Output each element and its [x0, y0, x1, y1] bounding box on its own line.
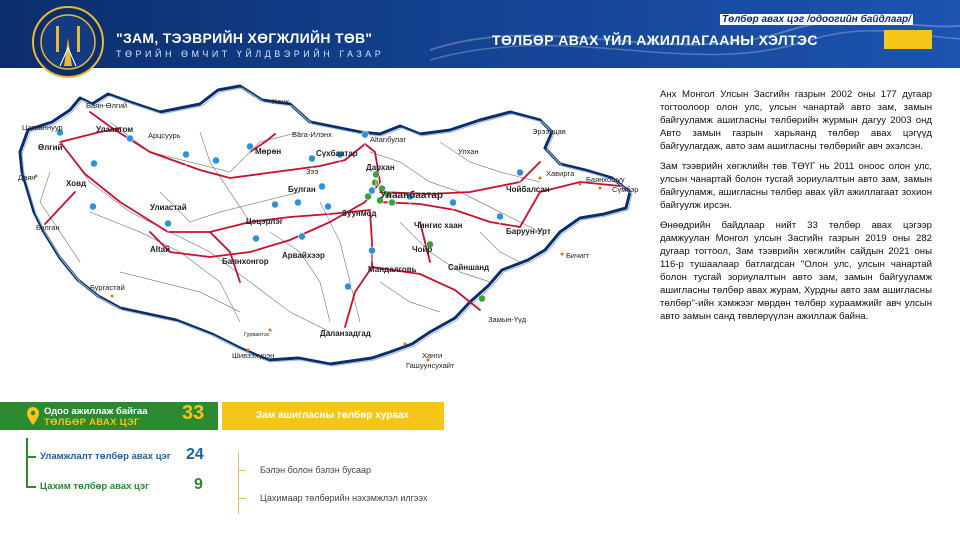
label-shiveekhuren: Шивээхүрэн [232, 351, 275, 360]
active-toll-points-count: 33 [182, 402, 205, 424]
description-paragraph-3: Өнөөдрийн байдлаар нийт 33 төлбөр авах цэгээр дамжуулан Монгол улсын Засгийн газрын 2019 оны 282 дугаар тогтоол, Зам тээврийн хөгжлийн сайдын 2021 оны 116-р тушаалаар батлагдсан "Олон улс, улсын чанартай болон тусгай зориулалтын авто зам, замын байгууламж ашигласны төлбөр авах журам, Хурдны авто зам ашигласны төлбөр"-ийн хэмжээг мөрдөн төлбөр хураамжийг авч улсын авто замын санд төвлөрүүлэн ажиллаж байна. [660, 220, 932, 322]
traditional-toll-label: Уламжлалт төлбөр авах цэг [40, 451, 171, 462]
label-darkhan: Дархан [366, 163, 395, 172]
fee-collection-bar [222, 402, 444, 430]
description-text [660, 88, 932, 330]
location-pin-icon [26, 406, 40, 426]
label-ulaanbaatar: Улаанбаатар [380, 190, 443, 201]
organization-name: "ЗАМ, ТЭЭВРИЙН ХӨГЖЛИЙН ТӨВ" [116, 30, 373, 46]
label-choir: Чойр [412, 245, 433, 254]
label-arts-suuri: Арцсуурь [148, 131, 181, 140]
label-bichigt: Бичигт [566, 251, 590, 260]
organization-logo [32, 6, 104, 78]
tree-connector [26, 438, 28, 488]
label-zamiin-uud: Замын-Үүд [488, 315, 527, 324]
label-khangi: Ханги [422, 351, 443, 360]
label-daan: Даян [18, 173, 36, 182]
legend-swatch [884, 30, 932, 49]
digital-toll-label: Цахим төлбөр авах цэг [40, 481, 150, 492]
description-paragraph-2: Зам тээврийн хөгжлийн төв ТӨҮГ нь 2011 оноос олон улс, улсын чанартай болон тусгай зориулалтын авто зам, замын байгууламж, ашигласны төлбөр авах үйл ажиллагаат зохион байгуулж ирсэн. [660, 161, 932, 211]
fee-tick [238, 470, 246, 471]
label-zuunmod: Зуунмод [342, 209, 377, 218]
label-baga-ilenkh: Бага-Илэнх [292, 130, 332, 139]
label-ulkhan: Улхан [458, 147, 479, 156]
fee-connector [238, 452, 239, 514]
label-bayankhoshuu: Баянхошуу [586, 175, 625, 184]
page-title: ТӨЛБӨР АВАХ ҮЙЛ АЖИЛЛАГААНЫ ХЭЛТЭС [492, 32, 818, 48]
description-paragraph-1: Анх Монгол Улсын Засгийн газрын 2002 оны 177 дугаар тогтоолоор олон улс, улсын чанартай авто зам, замын байгууламж ашигласны төлбөрийн журмын дагуу 2003 онд Авто замын газрын харьяанд төлбөр авах цэгүүд байгуулагдаж, авто зам ашигласны төлбөрийг авч эхэлсэн. [660, 89, 932, 152]
label-sainshand: Сайншанд [448, 263, 490, 272]
label-bulgan-west: Булган [36, 223, 60, 232]
legend-caption: Төлбөр авах цэг /одоогийн байдлаар/ [722, 14, 911, 25]
label-murun: Мөрөн [255, 147, 282, 156]
label-burgastai: Бургастай [90, 283, 125, 292]
active-label-line2: ТӨЛБӨР АВАХ ЦЭГ [44, 417, 140, 428]
fee-tick [238, 498, 246, 499]
label-altai: Altай [150, 245, 171, 254]
label-mandalgovi: Мандалговь [368, 265, 417, 274]
label-dalanzadgad: Даланзадгад [320, 329, 371, 338]
label-khovd: Ховд [66, 179, 87, 188]
label-sumber: Сүмбэр [612, 185, 639, 194]
label-khavirga: Хавирга [546, 169, 575, 178]
label-sukhbaatar: Сүхбаатар [316, 149, 358, 158]
label-tsetserleg: Цэцэрлэг [246, 217, 284, 226]
label-bayan-ulgii: Баян-Өлгий [86, 101, 128, 110]
fee-method-cash: Бэлэн болон бэлэн бусаар [260, 465, 372, 475]
digital-toll-count: 9 [194, 476, 203, 493]
label-tsagaannuur: Цагааннуур [22, 123, 63, 132]
fee-collection-title: Зам ашигласны төлбөр хураах [256, 410, 410, 421]
label-bulgan-central: Булган [288, 185, 316, 194]
tree-tick [26, 486, 36, 488]
label-bayankhongor: Баянхонгор [222, 257, 269, 266]
label-choibalsan: Чойбалсан [506, 185, 550, 194]
label-arvaikheer: Арвайхээр [282, 251, 325, 260]
label-altanbulag: Altanбулаг [370, 135, 407, 144]
label-ulaangom: Улаангом [96, 125, 134, 134]
organization-subtitle: ТӨРИЙН ӨМЧИТ ҮЙЛДВЭРИЙН ГАЗАР [116, 49, 385, 59]
traditional-toll-count: 24 [186, 446, 204, 463]
tree-tick [26, 456, 36, 458]
label-gashuunsukhait: Гашуунсухайт [406, 361, 455, 370]
fee-method-digital: Цахимаар төлбөрийн нэхэмжлэл илгээх [260, 493, 428, 503]
mongolia-road-map [0, 82, 650, 382]
label-ulgii: Өлгий [38, 143, 63, 152]
label-baruun-urt: Баруун-Урт [506, 227, 551, 236]
label-zuunkharaa: Зээ [306, 167, 319, 176]
label-ereentsav: Эрээнцав [532, 127, 566, 136]
label-gurvantes: Гурвантэс [244, 332, 270, 338]
label-uliastai: Улиастай [150, 203, 187, 212]
label-chinggis-khaan: Чингис хаан [414, 221, 463, 230]
active-label-line1: Одоо ажиллаж байгаа [44, 406, 148, 417]
label-khankh: Ханх [272, 97, 290, 106]
